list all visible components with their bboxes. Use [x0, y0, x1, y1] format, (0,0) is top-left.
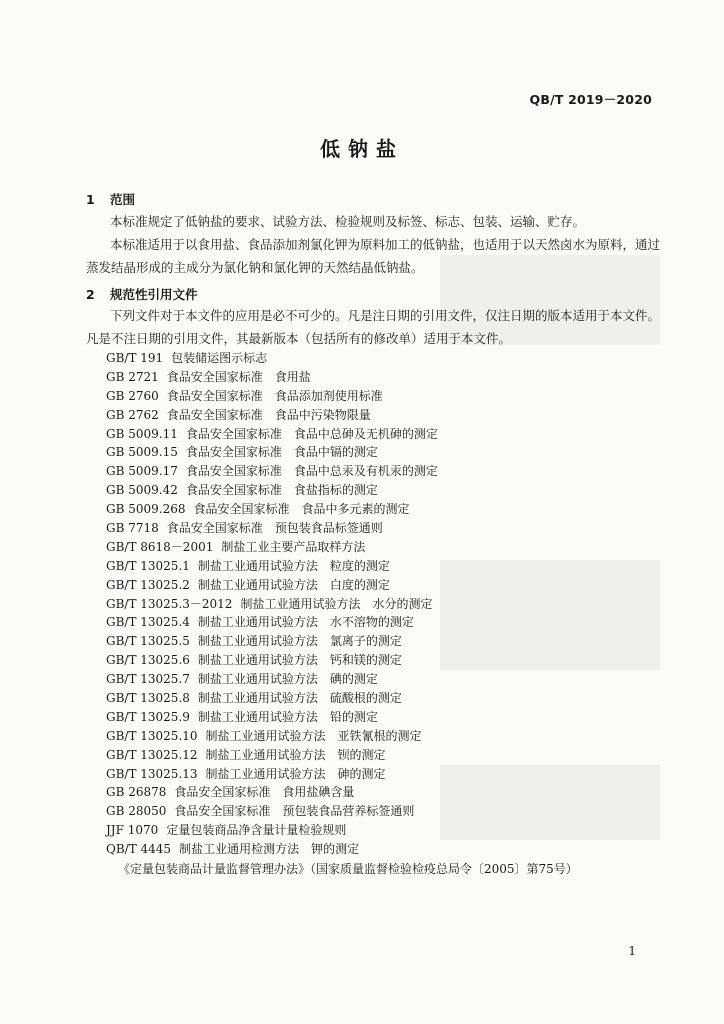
reference-name: 食品安全国家标准 食用盐碘含量: [174, 785, 355, 800]
reference-item: [106, 708, 438, 727]
reference-name: 食品安全国家标准 食品中总汞及有机汞的测定: [185, 464, 438, 479]
reference-code: GB/T 13025.8: [106, 691, 190, 706]
reference-name: 包装储运图示标志: [171, 351, 268, 365]
reference-item: [106, 500, 438, 519]
reference-code: GB 28050: [106, 804, 167, 819]
reference-item: [106, 406, 438, 425]
reference-item: [106, 519, 438, 538]
reference-name: 食品安全国家标准 预包装食品营养标签通则: [174, 804, 415, 819]
reference-code: GB/T 8618－2001: [106, 539, 214, 554]
section-2-paragraph: 下列文件对于本文件的应用是必不可少的。凡是注日期的引用文件，仅注日期的版本适用于本文件。凡是不注日期的引用文件，其最新版本（包括所有的修改单）适用于本文件。: [86, 308, 661, 346]
reference-name: 食品安全国家标准 食品中多元素的测定: [193, 502, 410, 517]
reference-code: GB/T 13025.9: [106, 709, 190, 724]
section-title: 规范性引用文件: [110, 287, 198, 302]
reference-code: GB/T 13025.1: [106, 558, 190, 573]
reference-item: [106, 576, 438, 595]
reference-item: [106, 670, 438, 689]
reference-name: 食品安全国家标准 食用盐: [166, 369, 311, 384]
section-number: 1: [86, 192, 95, 207]
reference-item: [106, 783, 438, 802]
reference-item: [106, 481, 438, 500]
reference-name: 制盐工业通用试验方法 碘的测定: [197, 672, 378, 687]
decree-reference: 《定量包装商品计量监督管理办法》（国家质量监督检验检疫总局令〔2005〕第75号）: [118, 862, 578, 876]
reference-item: [106, 632, 438, 651]
reference-name: 食品安全国家标准 食品添加剂使用标准: [166, 388, 383, 403]
reference-name: 定量包装商品净含量计量检验规则: [166, 823, 347, 838]
reference-name: 制盐工业通用试验方法 粒度的测定: [197, 558, 390, 573]
reference-name: 制盐工业通用试验方法 钡的测定: [205, 747, 386, 762]
reference-item: [106, 821, 438, 840]
reference-item: [106, 557, 438, 576]
section-1-heading: [86, 190, 135, 208]
reference-item: [106, 368, 438, 387]
section-1-paragraph-2: 本标准适用于以食用盐、食品添加剂氯化钾为原料加工的低钠盐，也适用于以天然卤水为原料，通过蒸发结晶形成的主成分为氯化钠和氯化钾的天然结晶低钠盐。: [86, 237, 661, 275]
reference-code: GB 5009.268: [106, 502, 186, 517]
reference-item: [106, 802, 438, 821]
reference-item: [106, 651, 438, 670]
reference-code: GB/T 13025.4: [106, 615, 190, 630]
reference-code: GB 5009.17: [106, 464, 178, 479]
reference-item: [106, 425, 438, 444]
reference-code: GB/T 13025.2: [106, 577, 190, 592]
reference-code: GB/T 13025.12: [106, 747, 198, 762]
reference-code: GB 5009.42: [106, 483, 178, 498]
reference-code: GB/T 13025.10: [106, 728, 198, 743]
page-number: 1: [628, 944, 636, 958]
reference-name: 制盐工业主要产品取样方法: [221, 539, 366, 554]
reference-item: [106, 840, 438, 859]
reference-code: JJF 1070: [106, 823, 159, 838]
reference-item: [106, 746, 438, 765]
reference-code: GB/T 13025.13: [106, 766, 198, 781]
reference-code: GB 2721: [106, 369, 159, 384]
section-title: 范围: [110, 192, 136, 207]
section-number: 2: [86, 287, 95, 302]
bleed-through-shadow: [440, 560, 660, 670]
bleed-through-shadow: [440, 765, 660, 840]
reference-item: [106, 727, 438, 746]
reference-item: [106, 538, 438, 557]
reference-item: [106, 349, 438, 368]
reference-code: GB 5009.15: [106, 445, 178, 460]
reference-item: [106, 765, 438, 784]
reference-code: GB/T 13025.5: [106, 634, 190, 649]
reference-item: [106, 443, 438, 462]
reference-name: 食品安全国家标准 食盐指标的测定: [185, 483, 378, 498]
reference-name: 制盐工业通用试验方法 白度的测定: [197, 577, 390, 592]
reference-code: GB/T 191: [106, 351, 164, 365]
reference-list: [106, 349, 438, 859]
reference-name: 食品安全国家标准 食品中镉的测定: [185, 445, 378, 460]
reference-item: [106, 387, 438, 406]
reference-name: 制盐工业通用检测方法 钾的测定: [179, 842, 360, 857]
reference-name: 食品安全国家标准 食品中总砷及无机砷的测定: [185, 426, 438, 441]
reference-name: 制盐工业通用试验方法 水不溶物的测定: [197, 615, 414, 630]
reference-code: GB/T 13025.6: [106, 653, 190, 668]
reference-code: GB/T 13025.7: [106, 672, 190, 687]
reference-name: 制盐工业通用试验方法 铅的测定: [197, 709, 378, 724]
reference-code: GB 26878: [106, 785, 167, 800]
reference-name: 制盐工业通用试验方法 水分的测定: [240, 596, 433, 611]
reference-item: [106, 689, 438, 708]
reference-name: 制盐工业通用试验方法 硫酸根的测定: [197, 691, 402, 706]
page-title: 低钠盐: [320, 137, 404, 161]
reference-name: 制盐工业通用试验方法 钙和镁的测定: [197, 653, 402, 668]
reference-code: GB/T 13025.3－2012: [106, 596, 233, 611]
standard-code: QB/T 2019－2020: [529, 92, 652, 107]
reference-code: GB 2762: [106, 407, 159, 422]
reference-item: [106, 613, 438, 632]
reference-name: 制盐工业通用试验方法 氯离子的测定: [197, 634, 402, 649]
reference-name: 食品安全国家标准 食品中污染物限量: [166, 407, 371, 422]
reference-code: GB 7718: [106, 521, 159, 536]
reference-code: GB 5009.11: [106, 426, 178, 441]
reference-name: 食品安全国家标准 预包装食品标签通则: [166, 521, 383, 536]
reference-item: [106, 462, 438, 481]
reference-code: QB/T 4445: [106, 842, 172, 857]
reference-item: [106, 595, 438, 614]
section-2-heading: [86, 285, 198, 303]
section-1-paragraph-1: 本标准规定了低钠盐的要求、试验方法、检验规则及标签、标志、包装、运输、贮存。: [110, 214, 586, 229]
reference-name: 制盐工业通用试验方法 砷的测定: [205, 766, 386, 781]
reference-name: 制盐工业通用试验方法 亚铁氰根的测定: [205, 728, 422, 743]
reference-code: GB 2760: [106, 388, 159, 403]
